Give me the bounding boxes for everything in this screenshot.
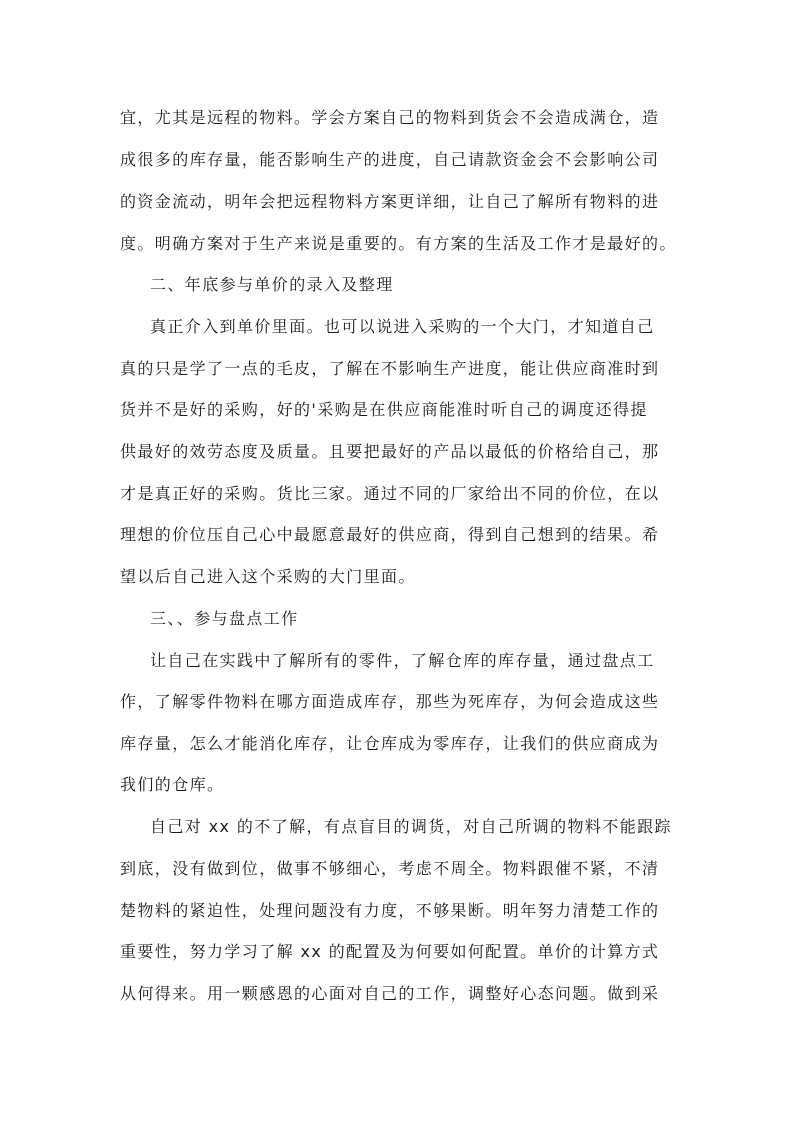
section-heading: 二、年底参与单价的录入及整理 <box>150 275 394 294</box>
paragraph-first-line: 自己对 xx 的不了解，有点盲目的调货，对自己所调的物料不能跟踪 <box>150 817 672 836</box>
text-line: 我们的仓库。 <box>120 775 225 794</box>
text-line: 真的只是学了一点的毛皮，了解在不影响生产进度，能让供应商准时到 <box>120 359 660 378</box>
text-line: 的资金流动，明年会把远程物料方案更详细，让自己了解所有物料的进 <box>120 192 660 211</box>
section-heading: 三、、参与盘点工作 <box>150 609 299 628</box>
text-line: 楚物料的紧迫性，处理问题没有力度，不够果断。明年努力清楚工作的 <box>120 901 660 920</box>
text-line: 理想的价位压自己心中最愿意最好的供应商，得到自己想到的结果。希 <box>120 525 660 544</box>
text-line: 才是真正好的采购。货比三家。通过不同的厂家给出不同的价位，在以 <box>120 484 660 503</box>
text-line: 货并不是好的采购，好的'采购是在供应商能准时听自己的调度还得提 <box>120 400 648 419</box>
text-line: 作，了解零件物料在哪方面造成库存，那些为死库存，为何会造成这些 <box>120 692 660 711</box>
text-line: 度。明确方案对于生产来说是重要的。有方案的生活及工作才是最好的。 <box>120 234 677 253</box>
paragraph-first-line: 让自己在实践中了解所有的零件，了解仓库的库存量，通过盘点工 <box>150 651 655 670</box>
text-line: 望以后自己进入这个采购的大门里面。 <box>120 567 416 586</box>
text-line: 到底，没有做到位，做事不够细心，考虑不周全。物料跟催不紧，不清 <box>120 859 660 878</box>
text-line: 成很多的库存量，能否影响生产的进度，自己请款资金会不会影响公司 <box>120 150 660 169</box>
text-line: 重要性，努力学习了解 xx 的配置及为何要如何配置。单价的计算方式 <box>120 942 660 961</box>
text-line: 供最好的效劳态度及质量。且要把最好的产品以最低的价格给自己，那 <box>120 442 660 461</box>
text-line: 库存量，怎么才能消化库存，让仓库成为零库存，让我们的供应商成为 <box>120 734 660 753</box>
text-line: 宜，尤其是远程的物料。学会方案自己的物料到货会不会造成满仓，造 <box>120 108 660 127</box>
paragraph-first-line: 真正介入到单价里面。也可以说进入采购的一个大门，才知道自己 <box>150 317 655 336</box>
text-line: 从何得来。用一颗感恩的心面对自己的工作，调整好心态问题。做到采 <box>120 984 660 1003</box>
